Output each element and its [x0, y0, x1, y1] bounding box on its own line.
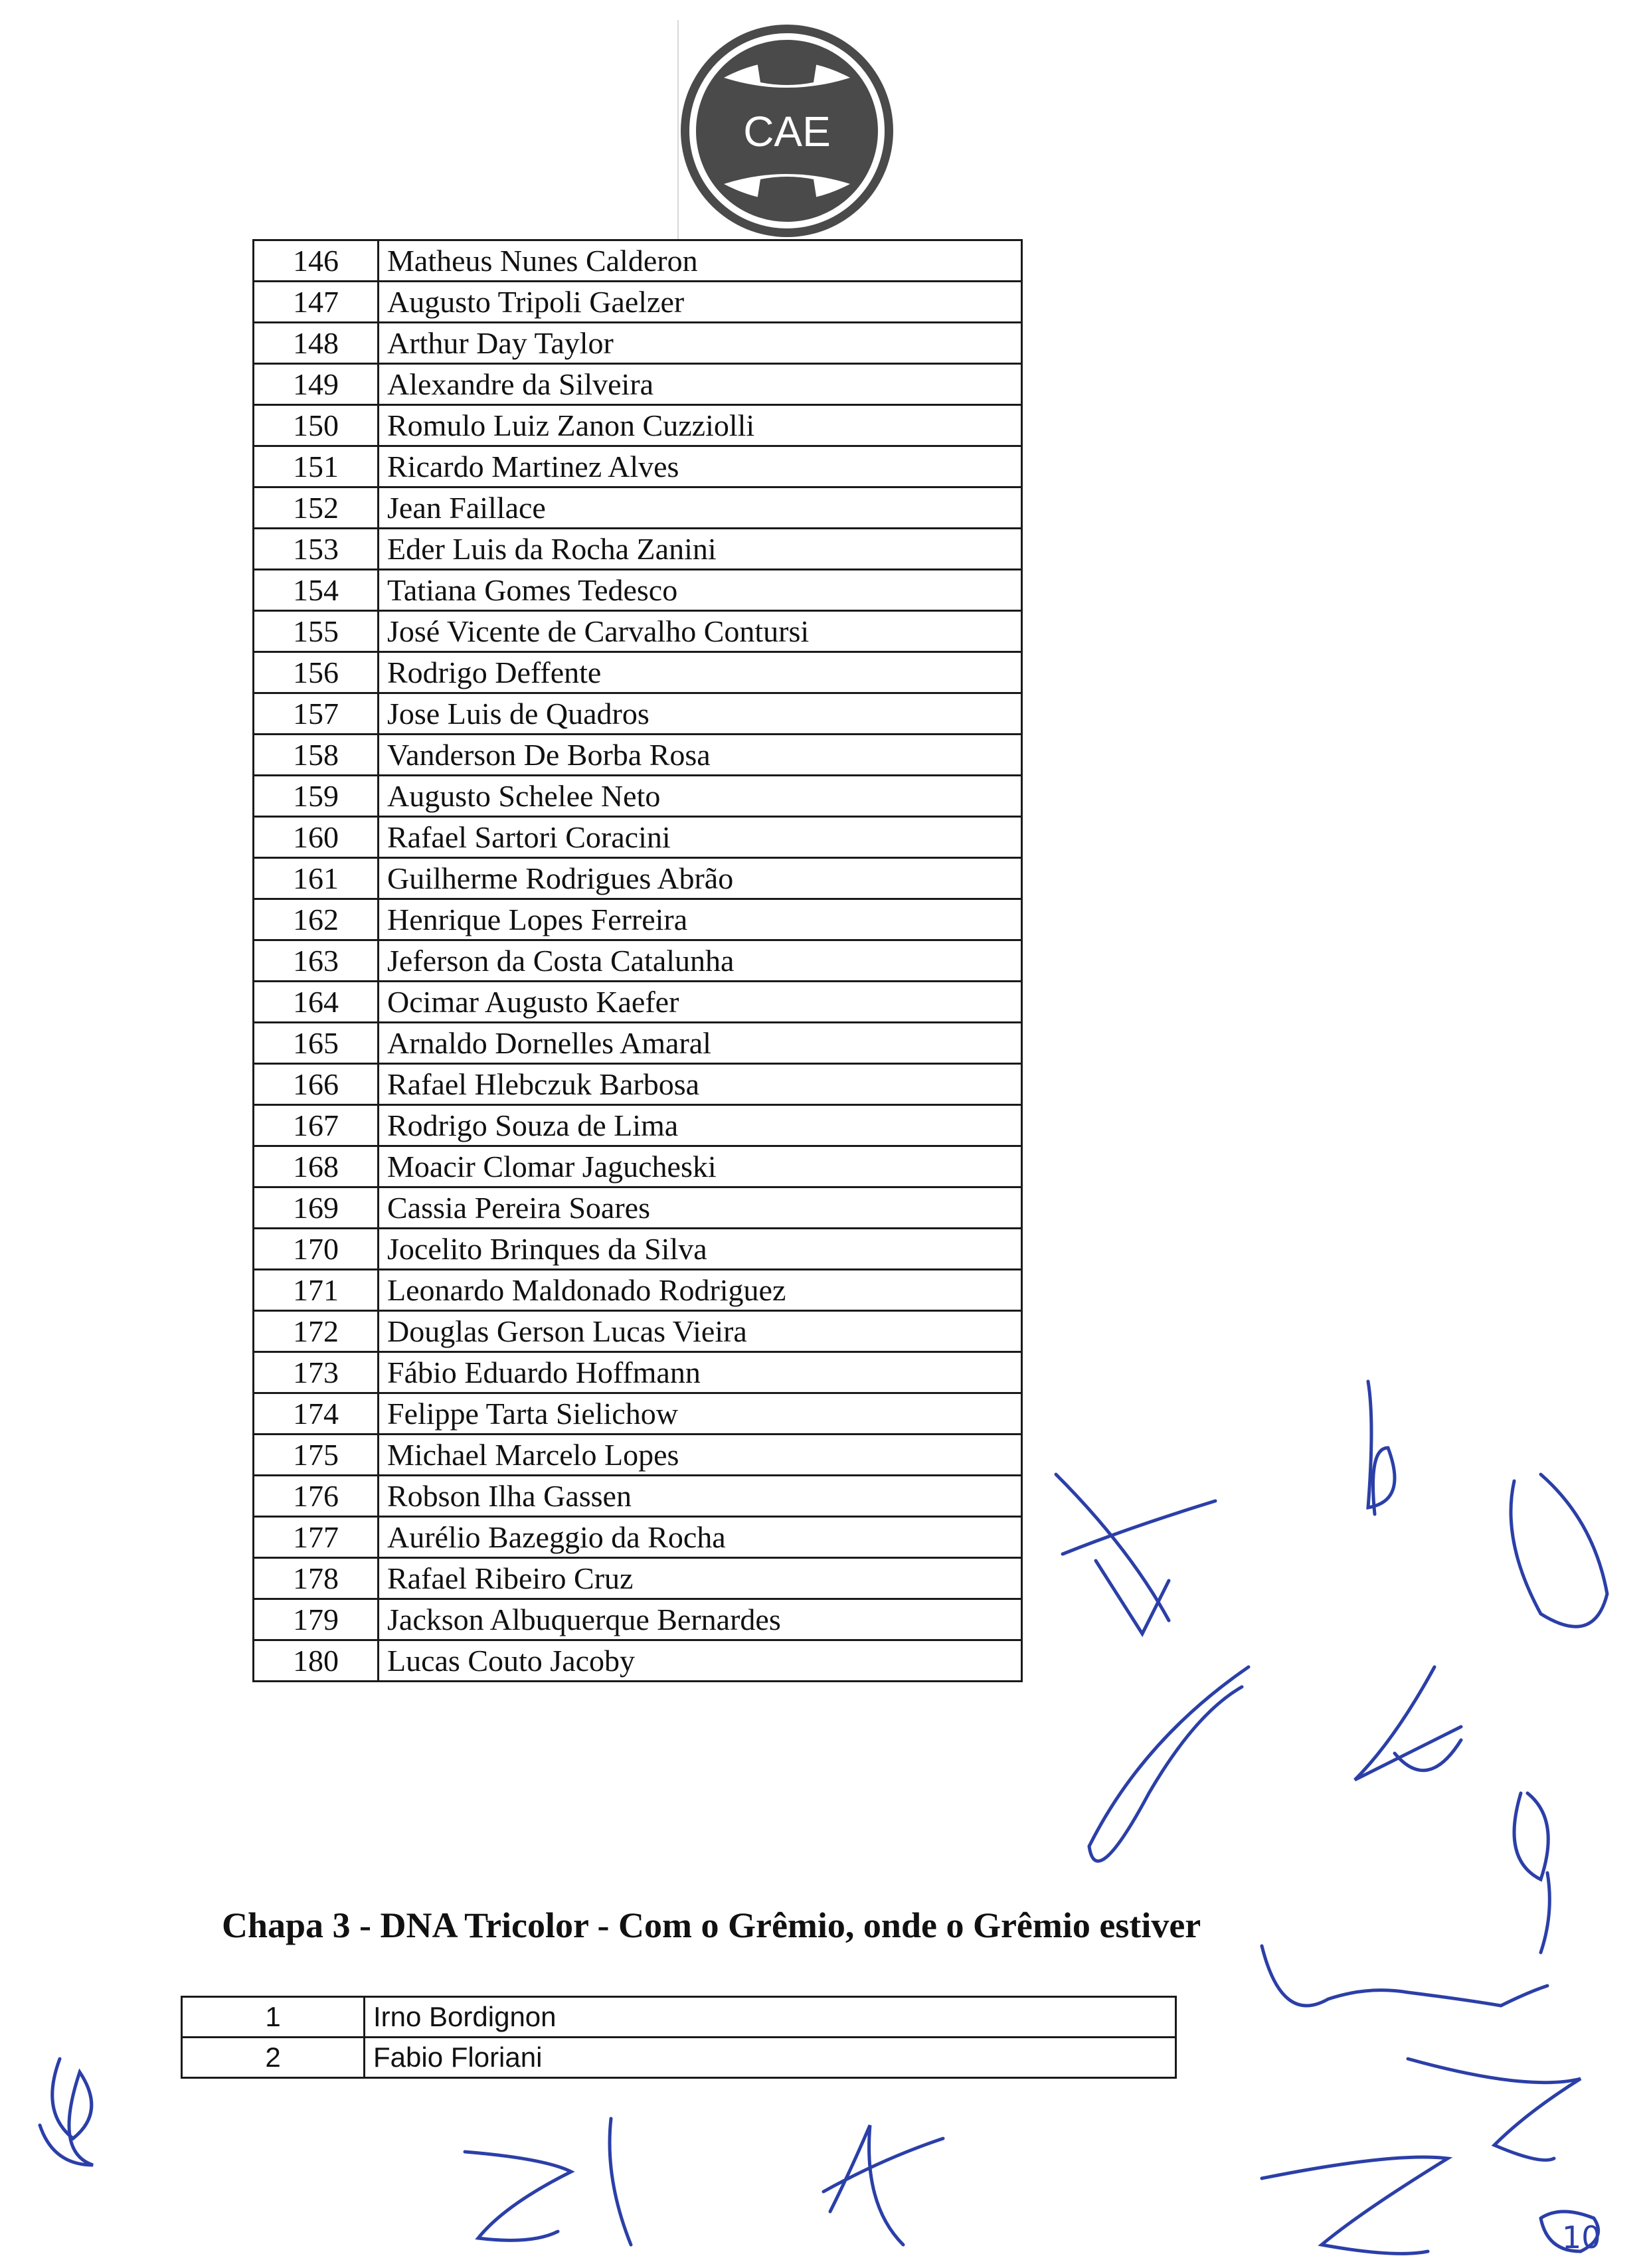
- member-name: Rodrigo Souza de Lima: [379, 1105, 1022, 1146]
- member-number: 146: [254, 240, 379, 282]
- signature-mark: [1511, 1474, 1607, 1626]
- signature-mark: [40, 2059, 93, 2165]
- signature-mark: [1408, 2059, 1581, 2160]
- member-name: Rafael Hlebczuk Barbosa: [379, 1064, 1022, 1105]
- table-row: [254, 1105, 1022, 1146]
- member-name: Moacir Clomar Jagucheski: [379, 1146, 1022, 1187]
- member-name: Jocelito Brinques da Silva: [379, 1229, 1022, 1270]
- member-name: Alexandre da Silveira: [379, 364, 1022, 405]
- member-number: 2: [182, 2038, 365, 2078]
- table-row: [254, 1270, 1022, 1311]
- member-name: Augusto Tripoli Gaelzer: [379, 282, 1022, 323]
- member-number: 172: [254, 1311, 379, 1352]
- signature-mark: [1355, 1667, 1461, 1780]
- table-row: [254, 1229, 1022, 1270]
- member-name: José Vicente de Carvalho Contursi: [379, 611, 1022, 652]
- table-row: [254, 240, 1022, 282]
- member-number: 180: [254, 1640, 379, 1682]
- table-row: [254, 570, 1022, 611]
- member-name: Vanderson De Borba Rosa: [379, 735, 1022, 776]
- members-table: [252, 239, 1023, 1682]
- table-row: [254, 1023, 1022, 1064]
- member-number: 149: [254, 364, 379, 405]
- member-name: Eder Luis da Rocha Zanini: [379, 529, 1022, 570]
- member-number: 174: [254, 1393, 379, 1435]
- member-number: 162: [254, 899, 379, 940]
- table-row: [254, 817, 1022, 858]
- member-name: Felippe Tarta Sielichow: [379, 1393, 1022, 1435]
- table-row: [254, 1599, 1022, 1640]
- member-number: 156: [254, 652, 379, 693]
- member-name: Arnaldo Dornelles Amaral: [379, 1023, 1022, 1064]
- table-row: [254, 364, 1022, 405]
- member-number: 147: [254, 282, 379, 323]
- chapa3-heading: Chapa 3 - DNA Tricolor - Com o Grêmio, onde o Grêmio estiver: [222, 1905, 1201, 1945]
- signature-mark: [1541, 2212, 1599, 2251]
- table-row: [182, 1997, 1176, 2038]
- member-number: 173: [254, 1352, 379, 1393]
- table-row: [254, 1640, 1022, 1682]
- signature-mark: [824, 2125, 943, 2245]
- table-row: [254, 323, 1022, 364]
- member-name: Rodrigo Deffente: [379, 652, 1022, 693]
- member-name: Cassia Pereira Soares: [379, 1187, 1022, 1229]
- member-number: 175: [254, 1435, 379, 1476]
- member-name: Jose Luis de Quadros: [379, 693, 1022, 735]
- table-row: [254, 652, 1022, 693]
- table-row: [254, 899, 1022, 940]
- member-number: 168: [254, 1146, 379, 1187]
- signature-mark: [465, 2152, 571, 2240]
- signature-mark: [610, 2119, 631, 2245]
- member-name: Irno Bordignon: [365, 1997, 1176, 2038]
- member-number: 166: [254, 1064, 379, 1105]
- member-name: Rafael Ribeiro Cruz: [379, 1558, 1022, 1599]
- member-name: Fábio Eduardo Hoffmann: [379, 1352, 1022, 1393]
- signature-mark: [1514, 1793, 1549, 1953]
- member-name: Augusto Schelee Neto: [379, 776, 1022, 817]
- table-row: [254, 1558, 1022, 1599]
- signature-mark: [1056, 1474, 1215, 1634]
- member-number: 167: [254, 1105, 379, 1146]
- member-number: 158: [254, 735, 379, 776]
- member-number: 165: [254, 1023, 379, 1064]
- member-number: 159: [254, 776, 379, 817]
- signature-mark: [1262, 1946, 1547, 2006]
- member-number: 176: [254, 1476, 379, 1517]
- member-name: Robson Ilha Gassen: [379, 1476, 1022, 1517]
- member-number: 152: [254, 487, 379, 529]
- member-name: Rafael Sartori Coracini: [379, 817, 1022, 858]
- member-name: Arthur Day Taylor: [379, 323, 1022, 364]
- member-name: Michael Marcelo Lopes: [379, 1435, 1022, 1476]
- table-row: [254, 1393, 1022, 1435]
- table-row: [254, 940, 1022, 982]
- signature-mark: [1262, 2157, 1448, 2253]
- table-row: [254, 982, 1022, 1023]
- member-name: Douglas Gerson Lucas Vieira: [379, 1311, 1022, 1352]
- page-mark: 10: [1562, 2220, 1601, 2255]
- table-row: [254, 1311, 1022, 1352]
- table-row: [254, 529, 1022, 570]
- table-row: [254, 776, 1022, 817]
- member-number: 170: [254, 1229, 379, 1270]
- member-name: Matheus Nunes Calderon: [379, 240, 1022, 282]
- member-number: 148: [254, 323, 379, 364]
- cae-logo: [677, 21, 897, 240]
- table-row: [254, 693, 1022, 735]
- member-name: Romulo Luiz Zanon Cuzziolli: [379, 405, 1022, 446]
- table-row: [254, 1352, 1022, 1393]
- member-name: Leonardo Maldonado Rodriguez: [379, 1270, 1022, 1311]
- table-row: [254, 487, 1022, 529]
- table-row: [254, 1146, 1022, 1187]
- table-row: [254, 1435, 1022, 1476]
- table-row: [254, 1476, 1022, 1517]
- member-number: 163: [254, 940, 379, 982]
- table-row: [254, 735, 1022, 776]
- member-number: 150: [254, 405, 379, 446]
- member-name: Lucas Couto Jacoby: [379, 1640, 1022, 1682]
- table-row: [254, 446, 1022, 487]
- member-name: Jean Faillace: [379, 487, 1022, 529]
- member-number: 169: [254, 1187, 379, 1229]
- member-name: Aurélio Bazeggio da Rocha: [379, 1517, 1022, 1558]
- member-number: 154: [254, 570, 379, 611]
- logo-text: CAE: [743, 108, 831, 155]
- table-row: [254, 1187, 1022, 1229]
- table-row: [254, 1517, 1022, 1558]
- member-number: 160: [254, 817, 379, 858]
- member-name: Henrique Lopes Ferreira: [379, 899, 1022, 940]
- signature-mark: [1089, 1667, 1249, 1861]
- member-number: 178: [254, 1558, 379, 1599]
- table-row: [254, 611, 1022, 652]
- member-name: Jackson Albuquerque Bernardes: [379, 1599, 1022, 1640]
- table-row: [254, 858, 1022, 899]
- member-number: 161: [254, 858, 379, 899]
- member-name: Tatiana Gomes Tedesco: [379, 570, 1022, 611]
- member-name: Ricardo Martinez Alves: [379, 446, 1022, 487]
- member-number: 155: [254, 611, 379, 652]
- table-row: [254, 282, 1022, 323]
- table-row: [254, 1064, 1022, 1105]
- member-name: Ocimar Augusto Kaefer: [379, 982, 1022, 1023]
- member-number: 157: [254, 693, 379, 735]
- member-name: Fabio Floriani: [365, 2038, 1176, 2078]
- table-row: [254, 405, 1022, 446]
- member-number: 151: [254, 446, 379, 487]
- chapa3-table: [181, 1996, 1177, 2079]
- member-number: 153: [254, 529, 379, 570]
- table-row: [182, 2038, 1176, 2078]
- member-name: Jeferson da Costa Catalunha: [379, 940, 1022, 982]
- signature-mark: [1368, 1381, 1395, 1514]
- member-number: 164: [254, 982, 379, 1023]
- member-number: 177: [254, 1517, 379, 1558]
- member-number: 1: [182, 1997, 365, 2038]
- member-name: Guilherme Rodrigues Abrão: [379, 858, 1022, 899]
- member-number: 179: [254, 1599, 379, 1640]
- member-number: 171: [254, 1270, 379, 1311]
